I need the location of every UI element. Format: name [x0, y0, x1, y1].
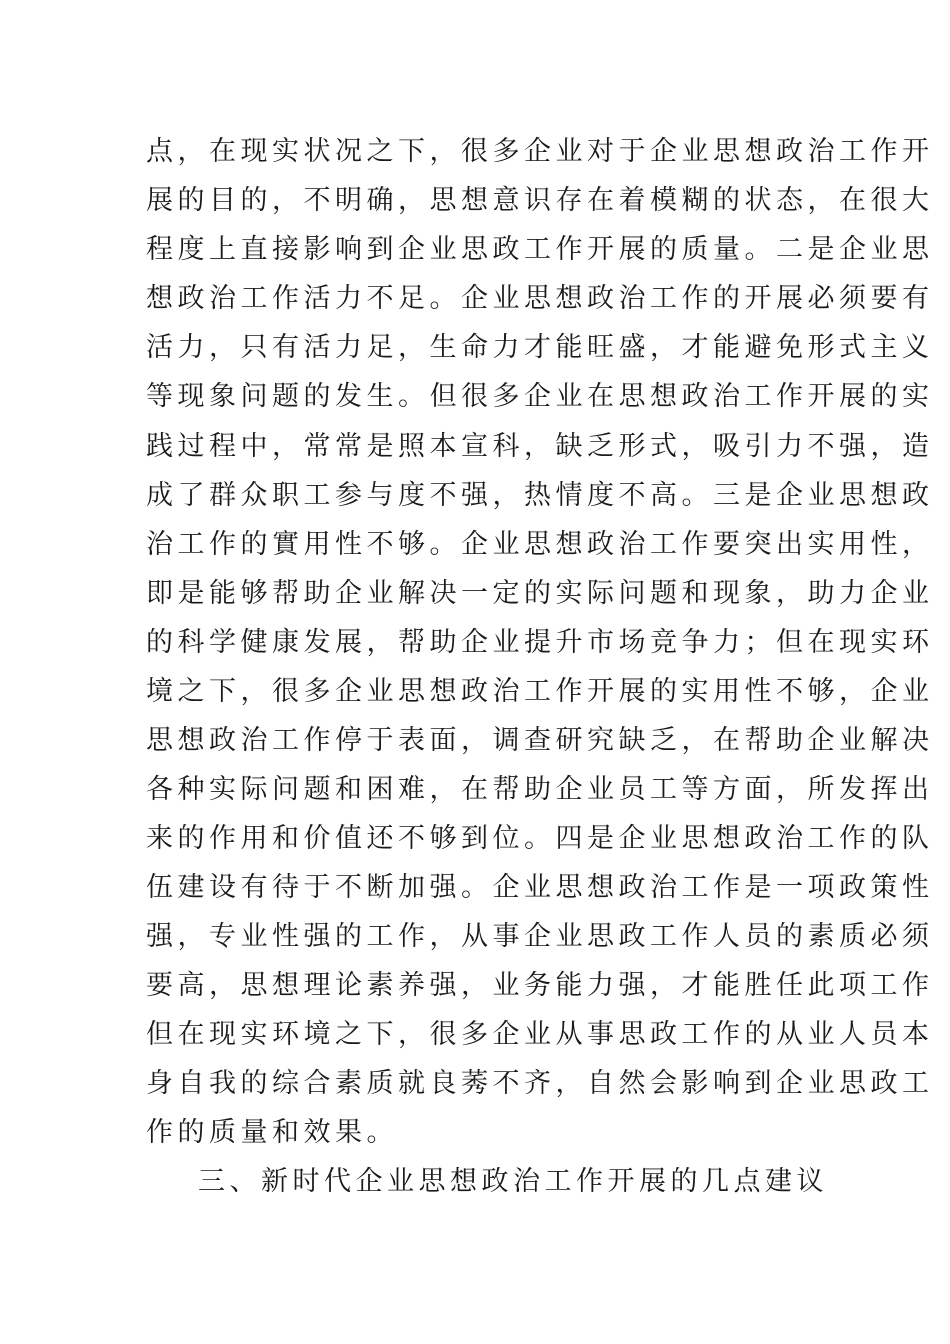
- paragraph-line: 点，在现实状况之下，很多企业对于企业思想政治工作开: [146, 136, 934, 167]
- paragraph-line: 境之下，很多企业思想政治工作开展的实用性不够，企业: [146, 676, 934, 707]
- paragraph-line: 活力，只有活力足，生命力才能旺盛，才能避免形式主义: [146, 332, 934, 363]
- paragraph-line: 程度上直接影响到企业思政工作开展的质量。二是企业思: [146, 234, 934, 265]
- paragraph-line: 想政治工作活力不足。企业思想政治工作的开展必须要有: [146, 283, 934, 314]
- paragraph-line: 的科学健康发展，帮助企业提升市场竞争力；但在现实环: [146, 627, 934, 658]
- paragraph-line: 治工作的實用性不够。企业思想政治工作要突出实用性，: [146, 529, 934, 560]
- paragraph-line: 来的作用和价值还不够到位。四是企业思想政治工作的队: [146, 823, 934, 854]
- paragraph-line: 等现象问题的发生。但很多企业在思想政治工作开展的实: [146, 381, 934, 412]
- paragraph-line: 作的质量和效果。: [146, 1117, 398, 1148]
- paragraph-line: 即是能够帮助企业解决一定的实际问题和现象，助力企业: [146, 578, 934, 609]
- paragraph-line: 身自我的综合素质就良莠不齐，自然会影响到企业思政工: [146, 1068, 934, 1099]
- paragraph-line: 各种实际问题和困难，在帮助企业员工等方面，所发挥出: [146, 774, 934, 805]
- paragraph-line: 思想政治工作停于表面，调查研究缺乏，在帮助企业解决: [146, 725, 934, 756]
- paragraph-line: 强，专业性强的工作，从事企业思政工作人员的素质必须: [146, 921, 934, 952]
- paragraph-line: 伍建设有待于不断加强。企业思想政治工作是一项政策性: [146, 872, 934, 903]
- section-heading: 三、新时代企业思想政治工作开展的几点建议: [198, 1166, 828, 1197]
- paragraph-line: 但在现实环境之下，很多企业从事思政工作的从业人员本: [146, 1019, 934, 1050]
- paragraph-line: 成了群众职工参与度不强，热情度不高。三是企业思想政: [146, 480, 934, 511]
- paragraph-line: 要高，思想理论素养强，业务能力强，才能胜任此项工作: [146, 970, 934, 1001]
- paragraph-line: 践过程中，常常是照本宣科，缺乏形式，吸引力不强，造: [146, 431, 934, 462]
- paragraph-line: 展的目的，不明确，思想意识存在着模糊的状态，在很大: [146, 185, 934, 216]
